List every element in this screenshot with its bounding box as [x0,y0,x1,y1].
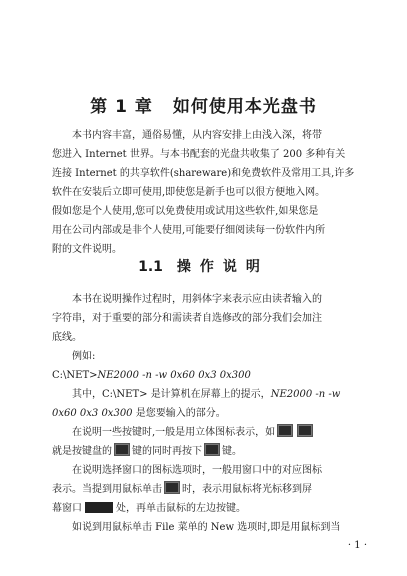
intro-line: 本书内容丰富，通俗易懂，从内容安排上由浅入深，将带 [72,130,322,141]
chapter-number: 第 1 章 [90,97,153,117]
intro-line: 附的文件说明。 [52,244,122,255]
mouse-line-3 [52,499,370,518]
operation-paragraph [52,290,370,537]
intro-line: 软件在安装后立即可使用,即使您是新手也可以很方便地入网。 [52,187,326,198]
keys-text: 键的同时再按下 [132,446,202,457]
mouse-text: 表示。当提到用鼠标单击 [52,484,162,495]
explain-line-2 [52,404,370,423]
mouse-text: 处，再单击鼠标的左边按键。 [116,503,246,514]
section-line: 底线。 [52,332,82,343]
mouse-line-2 [52,480,370,499]
intro-paragraph [52,126,370,259]
intro-line: 假如您是个人使用,您可以免费使用或试用这些软件,如果您是 [52,206,319,217]
key-icon [297,424,313,437]
example-command-line [52,366,370,385]
example-prompt: C:\NET> [52,370,98,381]
mouse-line-1: 在说明选择窗口的图标选项时，一般用窗口中的对应图标 [72,465,322,476]
example-label: 例如: [72,351,96,362]
section-title: 操作说明 [176,259,269,275]
chapter-heading [0,92,407,117]
chapter-title: 如何使用本光盘书 [172,97,317,117]
window-area-icon [85,502,113,513]
ctrl-key-icon [114,443,130,456]
section-line: 字符串，对于重要的部分和需读者自选修改的部分我们会加注 [52,313,322,324]
intro-line: 连接 Internet 的共享软件(shareware)和免费软件及常用工具,许多 [52,168,355,179]
page-number: · 1 · [347,540,367,551]
example-command: NE2000 -n -w 0x60 0x3 0x300 [97,370,251,381]
keys-line-2 [52,442,370,461]
section-number: 1.1 [138,259,163,275]
ctrl-key-icon [277,424,293,437]
window-icon [164,481,180,494]
explain-text: 是您要输入的部分。 [135,408,226,419]
key-icon [204,443,220,456]
intro-line: 您进入 Internet 世界。与本书配套的光盘共收集了 200 多种有关 [52,149,346,160]
explain-text: 其中， [72,389,102,400]
explain-command: 0x60 0x3 0x300 [52,408,133,419]
explain-prompt: C:\NET> [102,389,148,400]
section-line: 本书在说明操作过程时，用斜体字来表示应由读者输入的 [72,294,322,305]
keys-text: 键。 [222,446,242,457]
mouse-text: 幕窗口 [52,503,82,514]
mouse-text: 时，表示用鼠标将光标移到屏 [182,484,312,495]
explain-line-1 [52,385,370,404]
explain-command: NE2000 -n -w [270,389,341,400]
mouse-line-4: 如说到用鼠标单击 File 菜单的 New 选项时,即是用鼠标到当 [72,522,341,533]
keys-text: 在说明一些按键时,一般是用立体图标表示，如 [72,427,276,438]
keys-line-1 [52,423,370,442]
keys-text: 就是按键盘的 [52,446,112,457]
explain-text: 是计算机在屏幕上的提示， [150,389,271,400]
intro-line: 用在公司内部或是非个人使用,可能要仔细阅读每一份软件内所 [52,225,326,236]
section-heading [0,256,407,276]
